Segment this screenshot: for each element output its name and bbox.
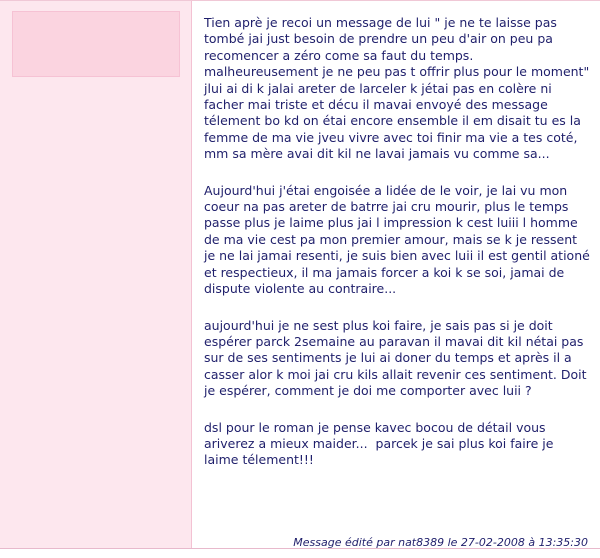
post-footer bbox=[0, 530, 600, 558]
message-paragraph: Aujourd'hui j'étai engoisée a lidée de le voir, je lai vu mon coeur na pas areter de batrre jai cru mourir, plus le temps passe plus je laime plus jai l impression k cest luiii l homme de ma vie cest pa mon premier amour, mais se k je ressent je ne lai jamai resenti, je suis bien avec luii il est gentil ationé et respectieux, il ma jamais forcer a koi k se soi, jamai de dispute violente au contraire... bbox=[204, 182, 594, 297]
post-author-column bbox=[0, 1, 192, 548]
message-paragraph: dsl pour le roman je pense kavec bocou de détail vous ariverez a mieux maider... parcek je sai plus koi faire je laime télement!!! bbox=[204, 419, 558, 468]
post-body-column bbox=[192, 1, 600, 548]
author-info-box bbox=[12, 11, 180, 77]
edited-note: Message édité par nat8389 le 27-02-2008 à 13:35:30 bbox=[293, 536, 588, 549]
message-paragraph: aujourd'hui je ne sest plus koi faire, je sais pas si je doit espérer parck 2semaine au paravan il mavai dit kil nétai pas sur de ses sentiments je lui ai doner du temps et après il a casser alor k moi jai cru kils allait revenir ces sentiment. Doit je espérer, comment je doi me comporter avec luii ? bbox=[204, 317, 591, 399]
message-paragraph: Tien aprè je recoi un message de lui " je ne te laisse pas tombé jai just besoin de prendre un peu d'air on peu pa recomencer a zéro come sa faut du temps. malheureusement je ne peu pas t offrir plus pour le moment" jlui ai di k jalai areter de larceler k jétai pas en colère ni facher mai triste et décu il mavai envoyé des message télement bo kd on étai encore ensemble il em disait tu es la femme de ma vie jveu vivre avec toi finir ma vie a tes coté, mm sa mère avai dit kil ne lavai jamais vu comme sa... bbox=[204, 15, 594, 162]
